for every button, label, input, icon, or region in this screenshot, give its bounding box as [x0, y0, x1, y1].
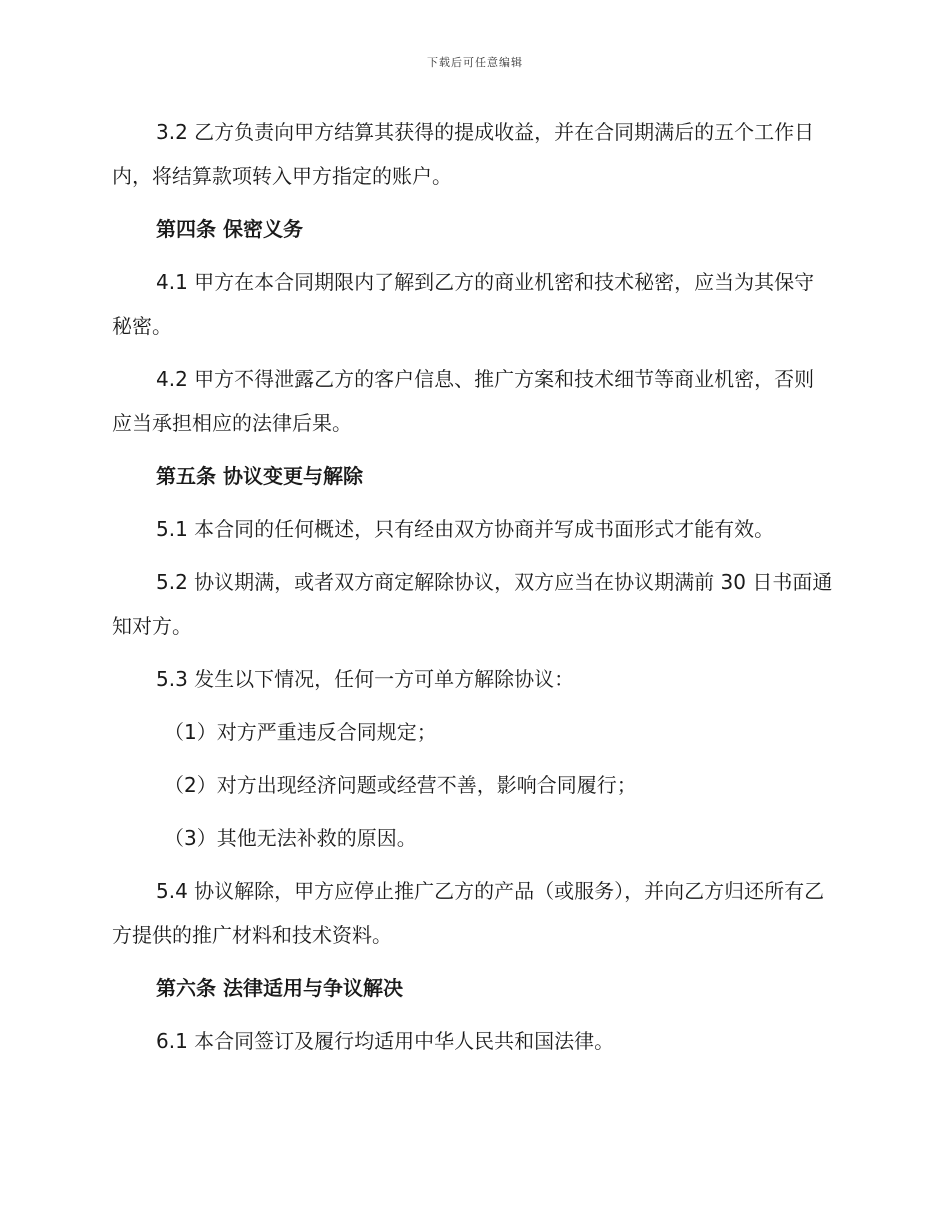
clause-3-2: 3.2 乙方负责向甲方结算其获得的提成收益，并在合同期满后的五个工作日内，将结算款项转入甲方指定的账户。: [112, 120, 815, 188]
clause-5-3: 5.3 发生以下情况，任何一方可单方解除协议：: [156, 667, 575, 691]
article-4-heading: 第四条 保密义务: [156, 217, 303, 241]
clause-5-4: 5.4 协议解除，甲方应停止推广乙方的产品（或服务），并向乙方归还所有乙方提供的推广材料和技术资料。: [112, 879, 825, 947]
clause-5-1: 5.1 本合同的任何概述，只有经由双方协商并写成书面形式才能有效。: [156, 517, 775, 541]
clause-5-3-item-2: （2）对方出现经济问题或经营不善，影响合同履行；: [164, 773, 637, 797]
article-5-heading: 第五条 协议变更与解除: [156, 464, 363, 488]
page-header: 下载后可任意编辑: [427, 56, 523, 69]
document-body: [112, 110, 834, 1072]
clause-6-1: 6.1 本合同签订及履行均适用中华人民共和国法律。: [156, 1029, 615, 1053]
clause-5-3-item-3: （3）其他无法补救的原因。: [164, 826, 417, 850]
clause-5-3-item-1: （1）对方严重违反合同规定；: [164, 720, 437, 744]
clause-4-2: 4.2 甲方不得泄露乙方的客户信息、推广方案和技术细节等商业机密，否则应当承担相应的法律后果。: [112, 367, 815, 435]
article-6-heading: 第六条 法律适用与争议解决: [156, 976, 403, 1000]
clause-4-1: 4.1 甲方在本合同期限内了解到乙方的商业机密和技术秘密，应当为其保守秘密。: [112, 270, 815, 338]
clause-5-2: 5.2 协议期满，或者双方商定解除协议，双方应当在协议期满前 30 日书面通知对方。: [112, 570, 833, 638]
